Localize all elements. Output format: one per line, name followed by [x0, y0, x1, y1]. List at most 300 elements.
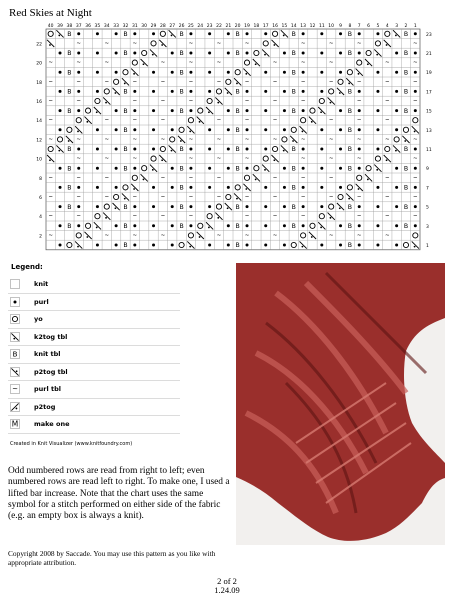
chart-cell [246, 52, 249, 55]
chart-cell [227, 52, 230, 55]
chart-cell [301, 99, 306, 105]
chart-cell [236, 242, 240, 249]
col-number: 7 [357, 24, 361, 29]
legend-item [8, 346, 180, 364]
chart-cell [404, 31, 408, 38]
chart-cell [189, 186, 192, 189]
chart-cell [76, 41, 81, 47]
svg-text:~: ~ [216, 156, 222, 163]
svg-text:~: ~ [216, 60, 222, 67]
chart-cell [179, 31, 183, 38]
svg-text:~: ~ [413, 213, 418, 220]
row-number: 13 [426, 128, 432, 134]
chart-cell [77, 224, 80, 227]
chart-cell [385, 233, 390, 239]
chart-cell [236, 50, 240, 57]
svg-text:~: ~ [48, 194, 53, 201]
chart-cell [339, 186, 342, 189]
chart-cell [77, 32, 80, 35]
svg-text:~: ~ [188, 40, 194, 47]
svg-text:~: ~ [132, 117, 138, 124]
col-number: 18 [253, 24, 260, 29]
chart-cell [104, 118, 109, 124]
chart-cell [217, 137, 222, 143]
chart-cell [217, 156, 222, 162]
chart-cell [264, 148, 267, 151]
svg-text:~: ~ [188, 136, 194, 143]
chart-cell [123, 204, 127, 211]
chart-cell [283, 52, 286, 55]
chart-cell [273, 195, 278, 201]
chart-cell [189, 148, 192, 151]
chart-cell [264, 90, 267, 93]
chart-cell [96, 90, 99, 93]
yo-icon [8, 313, 22, 325]
legend-item [8, 329, 180, 347]
chart-cell [161, 195, 166, 201]
chart-cell [283, 224, 286, 227]
chart-cell [123, 146, 127, 153]
legend-label: yo [34, 315, 43, 324]
svg-text:~: ~ [48, 175, 53, 182]
chart-cell [115, 244, 118, 247]
chart-cell [302, 148, 305, 151]
col-number: 17 [262, 24, 269, 29]
chart-cell [227, 148, 230, 151]
legend-title: Legend: [11, 263, 43, 271]
svg-text:~: ~ [300, 79, 306, 86]
chart-cell [189, 71, 192, 74]
chart-cell [395, 224, 398, 227]
chart-cell [115, 128, 118, 131]
chart-cell [171, 128, 174, 131]
chart-cell [376, 224, 379, 227]
chart-cell [189, 41, 194, 47]
chart-cell [133, 156, 138, 162]
svg-text:B: B [347, 127, 352, 134]
svg-text:B: B [67, 107, 72, 115]
svg-text:B: B [291, 165, 296, 173]
chart-cell [189, 195, 194, 201]
svg-text:~: ~ [132, 194, 138, 201]
chart-cell [413, 214, 418, 220]
svg-text:B: B [403, 31, 409, 38]
svg-text:~: ~ [160, 194, 166, 201]
chart-cell [283, 90, 286, 93]
chart-cell [115, 148, 118, 151]
chart-cell [59, 71, 62, 74]
chart-cell [208, 186, 211, 189]
col-number: 16 [272, 24, 278, 29]
svg-text:~: ~ [188, 213, 194, 220]
legend-label: knit [34, 280, 49, 289]
svg-text:~: ~ [328, 117, 334, 124]
chart-cell [133, 233, 138, 239]
chart-cell [152, 71, 155, 74]
p2tog-tbl-icon [8, 366, 22, 378]
chart-cell [404, 108, 408, 115]
chart-cell [96, 32, 99, 35]
legend-glyph: ~ [12, 385, 18, 394]
chart-cell [414, 71, 417, 74]
svg-text:~: ~ [132, 79, 138, 86]
col-number: 27 [169, 24, 176, 29]
col-number: 30 [141, 24, 148, 29]
row-number: 23 [426, 32, 432, 38]
chart-cell [133, 109, 136, 112]
chart-cell [179, 165, 183, 172]
chart-cell [348, 165, 352, 172]
col-number: 4 [385, 24, 389, 29]
chart-cell [357, 156, 362, 162]
chart-cell [264, 224, 267, 227]
svg-text:B: B [67, 146, 72, 154]
svg-text:~: ~ [300, 136, 306, 143]
chart-cell [104, 175, 109, 181]
chart-cell [404, 89, 408, 96]
chart-cell [227, 224, 230, 227]
chart-cell [302, 71, 305, 74]
chart-cell [329, 195, 334, 201]
col-number: 11 [318, 24, 325, 29]
chart-cell [413, 79, 418, 85]
legend-label: k2tog tbl [34, 332, 68, 341]
chart-cell [227, 244, 230, 247]
chart-cell [115, 186, 118, 189]
chart-cell [329, 118, 334, 124]
svg-text:B: B [235, 203, 240, 211]
row-number: 16 [36, 100, 42, 105]
svg-text:~: ~ [384, 117, 390, 124]
svg-text:~: ~ [413, 156, 418, 163]
chart-cell [76, 137, 81, 143]
chart-cell [376, 186, 379, 189]
chart-cell [179, 69, 183, 76]
svg-text:~: ~ [356, 213, 362, 220]
svg-text:B: B [403, 50, 409, 58]
chart-cell [189, 205, 192, 208]
chart-cell [133, 128, 136, 131]
chart-cell [348, 50, 352, 57]
svg-text:~: ~ [300, 60, 306, 67]
chart-cell [320, 128, 323, 131]
svg-text:~: ~ [48, 232, 53, 239]
svg-text:~: ~ [272, 117, 278, 124]
svg-text:B: B [179, 69, 184, 77]
legend-label: p2tog [34, 402, 56, 411]
svg-text:~: ~ [356, 117, 362, 124]
chart-cell [208, 32, 211, 35]
svg-text:~: ~ [244, 98, 250, 105]
chart-cell [283, 71, 286, 74]
svg-text:~: ~ [328, 136, 334, 143]
chart-cell [301, 156, 306, 162]
chart-cell [385, 175, 390, 181]
chart-cell [246, 224, 249, 227]
chart-cell [302, 167, 305, 170]
chart-cell [348, 108, 352, 115]
chart-cell [104, 41, 109, 47]
svg-text:~: ~ [216, 40, 222, 47]
chart-cell [292, 185, 296, 192]
chart-cell [171, 71, 174, 74]
chart-cell [404, 50, 408, 57]
chart-cell [348, 31, 352, 38]
col-number: 34 [103, 24, 110, 29]
legend-label: knit tbl [34, 350, 61, 359]
chart-cell [357, 118, 362, 124]
chart-cell [358, 148, 361, 151]
chart-cell [357, 99, 362, 105]
svg-text:~: ~ [272, 79, 278, 86]
svg-text:~: ~ [132, 98, 138, 105]
row-number: 21 [426, 52, 432, 57]
chart-cell [339, 109, 342, 112]
chart-cell [413, 195, 418, 201]
svg-text:~: ~ [356, 232, 362, 239]
chart-cell [115, 32, 118, 35]
chart-cell [264, 71, 267, 74]
svg-text:~: ~ [356, 136, 362, 143]
chart-cell [171, 52, 174, 55]
chart-cell [245, 99, 250, 105]
chart-cell [171, 244, 174, 247]
svg-text:~: ~ [384, 175, 390, 182]
svg-text:~: ~ [160, 136, 166, 143]
svg-text:B: B [67, 165, 72, 173]
chart-cell [273, 60, 278, 66]
chart-cell [227, 128, 230, 131]
svg-text:~: ~ [188, 194, 194, 201]
svg-text:~: ~ [132, 136, 138, 143]
svg-text:~: ~ [48, 117, 53, 124]
svg-text:~: ~ [328, 175, 334, 182]
row-number: 18 [36, 80, 42, 86]
chart-cell [189, 79, 194, 85]
svg-text:B: B [67, 50, 72, 58]
svg-text:B: B [347, 242, 352, 250]
chart-cell [339, 52, 342, 55]
chart-cell [404, 204, 408, 211]
svg-text:~: ~ [328, 232, 334, 239]
chart-cell [104, 79, 109, 85]
chart-cell [67, 165, 71, 172]
chart-cell [246, 167, 249, 170]
chart-cell [329, 175, 334, 181]
row-number: 12 [36, 138, 42, 144]
svg-text:~: ~ [104, 40, 110, 47]
chart-cell [395, 205, 398, 208]
chart-cell [123, 50, 127, 57]
chart-cell [123, 108, 127, 115]
col-number: 39 [57, 24, 63, 29]
svg-text:~: ~ [244, 194, 250, 201]
chart-cell [292, 204, 296, 211]
chart-cell [358, 224, 361, 227]
chart-cell [348, 89, 352, 96]
chart-cell [283, 128, 286, 131]
svg-text:B: B [403, 165, 409, 173]
knit-icon [8, 278, 22, 290]
chart-cell [283, 167, 286, 170]
page-number: 2 of 2 [217, 576, 237, 586]
chart-cell [302, 109, 305, 112]
svg-text:B: B [235, 107, 240, 115]
svg-text:B: B [179, 50, 184, 58]
svg-text:~: ~ [160, 60, 166, 67]
svg-text:B: B [179, 107, 184, 115]
svg-text:~: ~ [244, 117, 250, 124]
chart-cell [77, 109, 80, 112]
chart-cell [302, 32, 305, 35]
chart-cell [339, 128, 342, 131]
chart-cell [292, 50, 296, 57]
chart-cell [208, 71, 211, 74]
legend-label: p2tog tbl [34, 367, 68, 376]
svg-text:~: ~ [160, 213, 166, 220]
chart-cell [133, 79, 138, 85]
chart-cell [348, 242, 352, 249]
chart-cell [413, 175, 418, 181]
svg-text:~: ~ [384, 79, 390, 86]
chart-cell [413, 156, 418, 162]
chart-cell [292, 89, 296, 96]
chart-cell [59, 52, 62, 55]
legend-label: purl tbl [34, 385, 61, 394]
chart-cell [283, 205, 286, 208]
col-number: 24 [197, 24, 204, 29]
svg-text:B: B [67, 223, 72, 230]
pattern-title: Red Skies at Night [9, 7, 92, 19]
svg-text:B: B [179, 165, 184, 173]
chart-cell [413, 99, 418, 105]
svg-text:~: ~ [216, 79, 222, 86]
svg-text:~: ~ [188, 60, 194, 67]
chart-cell [123, 31, 127, 38]
svg-text:B: B [67, 88, 72, 96]
svg-text:~: ~ [413, 79, 418, 86]
row-number: 17 [426, 90, 432, 96]
svg-text:~: ~ [300, 98, 306, 105]
chart-cell [301, 195, 306, 201]
col-number: 6 [367, 24, 371, 29]
chart-cell [404, 69, 408, 76]
svg-text:~: ~ [413, 60, 418, 67]
chart-cell [217, 175, 222, 181]
svg-text:~: ~ [48, 79, 53, 86]
legend-label: make one [34, 420, 70, 429]
svg-text:~: ~ [76, 156, 82, 163]
chart-cell [227, 71, 230, 74]
svg-text:B: B [123, 203, 128, 211]
chart-cell [67, 89, 71, 96]
svg-text:~: ~ [104, 117, 110, 124]
chart-cell [414, 186, 417, 189]
chart-cell [357, 41, 362, 47]
svg-text:~: ~ [104, 175, 110, 182]
chart-cell [96, 205, 99, 208]
svg-text:~: ~ [328, 194, 334, 201]
svg-text:B: B [179, 146, 184, 154]
svg-text:~: ~ [216, 194, 222, 201]
chart-cell [48, 137, 53, 143]
chart-cell [152, 244, 155, 247]
chart-cell [76, 156, 81, 162]
svg-text:B: B [235, 223, 240, 230]
chart-cell [133, 118, 138, 124]
chart-cell [376, 90, 379, 93]
col-number: 13 [300, 24, 306, 29]
chart-cell [339, 167, 342, 170]
knitting-chart [0, 20, 454, 266]
chart-cell [96, 52, 99, 55]
svg-text:~: ~ [76, 60, 82, 67]
chart-cell [385, 214, 390, 220]
chart-cell [245, 41, 250, 47]
svg-text:B: B [291, 31, 296, 38]
chart-cell [273, 99, 278, 105]
chart-cell [292, 108, 296, 115]
chart-cell [329, 60, 334, 66]
chart-cell [179, 204, 183, 211]
chart-cell [161, 118, 166, 124]
chart-cell [414, 90, 417, 93]
row-number: 9 [426, 167, 429, 173]
chart-cell [301, 175, 306, 181]
svg-text:~: ~ [328, 60, 334, 67]
chart-cell [395, 71, 398, 74]
svg-text:~: ~ [216, 175, 222, 182]
chart-cell [320, 52, 323, 55]
chart-cell [179, 185, 183, 192]
chart-cell [395, 128, 398, 131]
legend-item [8, 294, 180, 312]
chart-cell [48, 99, 53, 105]
chart-cell [48, 214, 53, 220]
chart-cell [59, 205, 62, 208]
svg-text:B: B [235, 242, 240, 250]
chart-cell [67, 31, 71, 38]
chart-cell [104, 60, 109, 66]
chart-cell [179, 50, 183, 57]
svg-text:~: ~ [216, 136, 222, 143]
chart-cell [264, 205, 267, 208]
svg-text:B: B [403, 146, 409, 154]
svg-text:~: ~ [160, 98, 166, 105]
chart-cell [59, 224, 62, 227]
svg-text:B: B [235, 50, 240, 58]
chart-cell [179, 89, 183, 96]
chart-cell [77, 52, 80, 55]
chart-cell [404, 223, 408, 230]
chart-cell [133, 99, 138, 105]
chart-cell [171, 205, 174, 208]
svg-text:B: B [179, 31, 184, 38]
chart-cell [152, 128, 155, 131]
col-number: 15 [281, 24, 288, 29]
chart-cell [152, 224, 155, 227]
chart-cell [67, 50, 71, 57]
chart-cell [152, 90, 155, 93]
svg-text:~: ~ [160, 232, 166, 239]
chart-cell [301, 79, 306, 85]
svg-text:~: ~ [356, 79, 362, 86]
svg-text:B: B [347, 31, 352, 38]
svg-text:B: B [235, 88, 240, 96]
chart-cell [414, 109, 417, 112]
chart-cell [189, 167, 192, 170]
chart-cell [414, 224, 417, 227]
